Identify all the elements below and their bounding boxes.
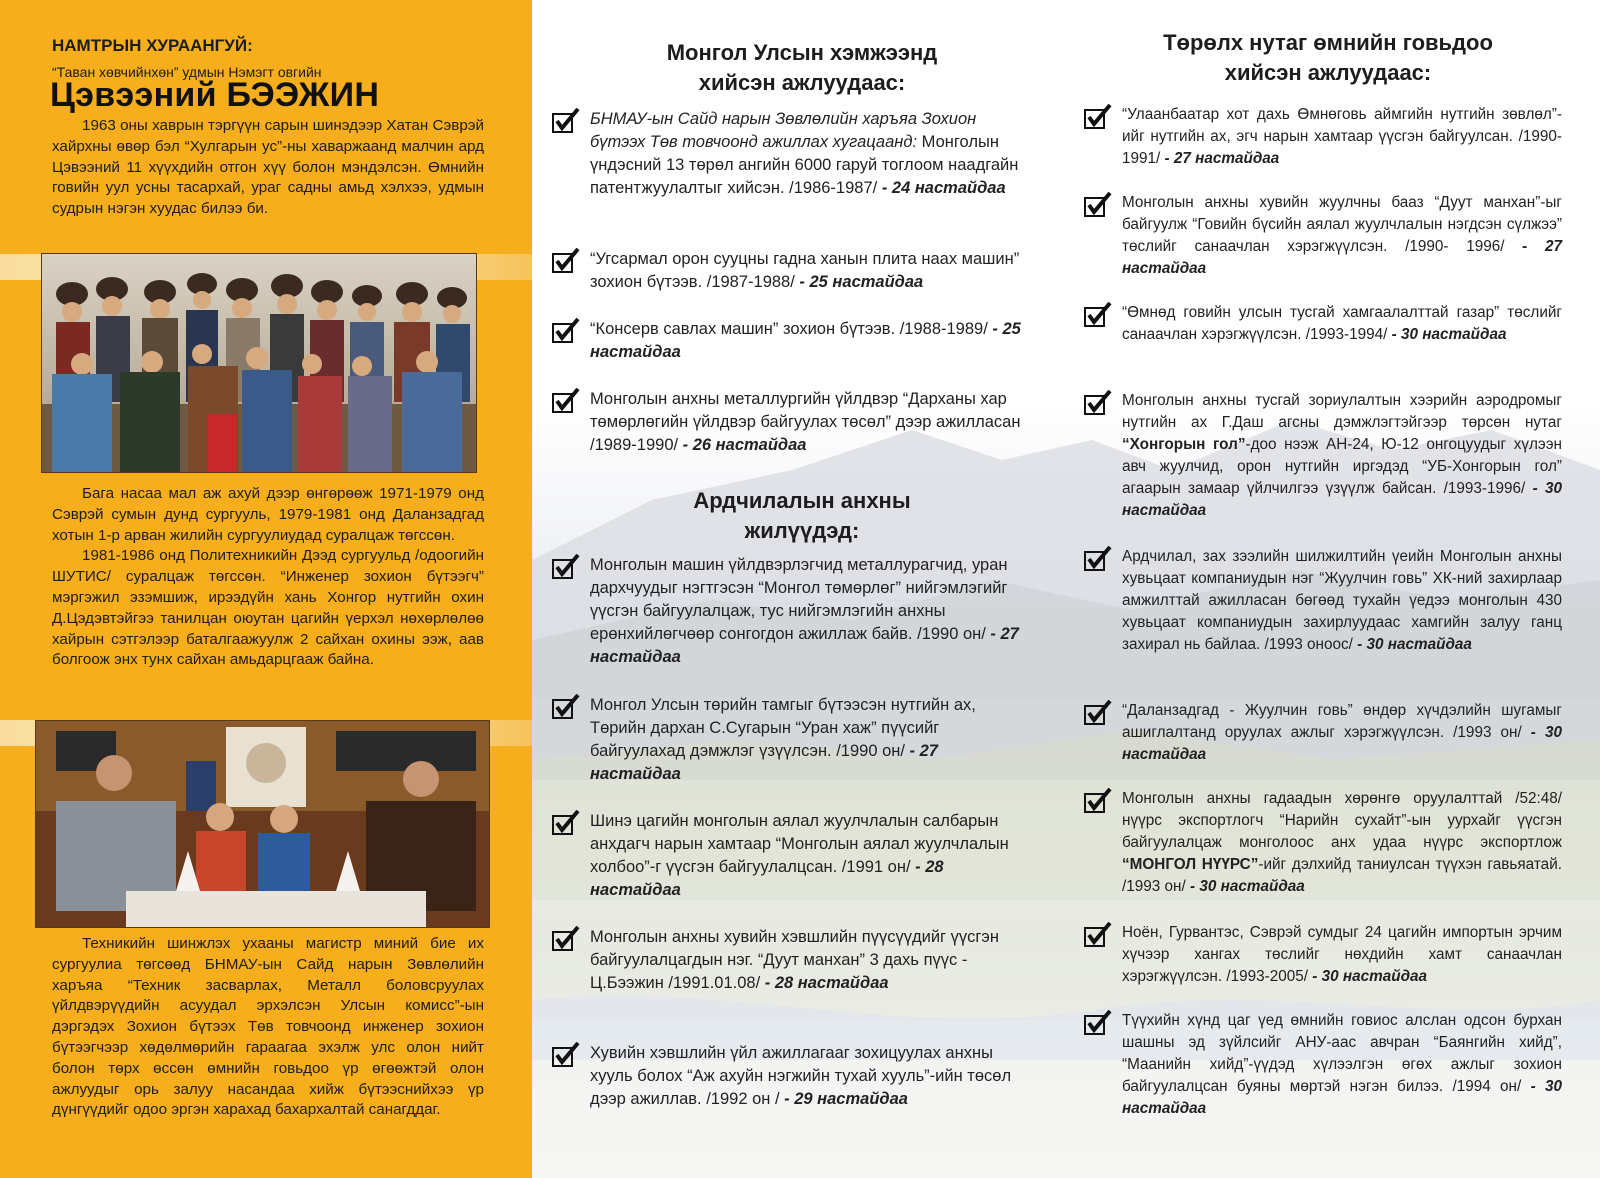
list-item [1084, 1010, 1562, 1120]
item-text: Шинэ цагийн монголын аялал жуулчлалын салбарын анхдагч нарын хамтаар “Монголын аялал жуулчлалын холбоо”-г үүсгэн байгуулалцсан. /1991 он/ [590, 812, 1009, 876]
paragraph-text: 1981-1986 онд Политехникийн Дээд сургуульд /одоогийн ШУТИС/ суралцаж төгссөн. “Инженер зохион бүтээгч” мэргэжил эзэмшиж, ирээдүйн хань Хонгор нутгийн охин Д.Цэдэвтэйгээ танилцан оюутан цагийн үерхэл нөхөрлөлөө хайрын сэтгэлээр баталгаажуулж 2 сайхан охины ээж, аав болгоож энх тунх сайхан амьдарцгааж байна. [52, 547, 484, 669]
checkmark-icon [552, 694, 582, 722]
checkmark-icon [1084, 788, 1114, 816]
checkmark-icon [1084, 922, 1114, 950]
brand-name: “МОНГОЛ НҮҮРС” [1122, 856, 1259, 873]
item-text: Монголын машин үйлдвэрлэгчид металлурагчид, уран дархчуудыг нэгтгэсэн “Монгол төмөрлөг” нийгэмлэгийг үүсгэн байгуулалцаж, тус нийгэмлэгийн анхны ерөнхийлөгчөөр сонгогдон ажиллаж байв. /1990 он/ [590, 556, 1008, 643]
checkmark-icon [1084, 390, 1114, 418]
age-note: - 30 настайдаа [1352, 636, 1472, 653]
checkmark-icon [1084, 1010, 1114, 1038]
checkmark-icon [552, 318, 582, 346]
clan-subheading: “Таван хөвчийнхөн” удмын Нэмэгт овгийн [52, 64, 322, 80]
age-note: - 26 настайдаа [678, 436, 807, 454]
item-text: -ийг дэлхийд таниулсан түүхэн гавьяатай. /1993 он/ [1122, 856, 1562, 895]
checkmark-icon [1084, 104, 1114, 132]
list-item [552, 388, 1022, 457]
age-note: - 27 настайдаа [590, 625, 1019, 666]
age-note: - 30 настайдаа [1122, 724, 1562, 763]
age-note: - 30 настайдаа [1308, 968, 1428, 985]
list-item [1084, 104, 1562, 170]
list-item [552, 248, 1022, 294]
biography-panel [0, 0, 532, 1178]
family-photo [41, 253, 477, 473]
item-text: “Консерв савлах машин” зохион бүтээв. /1988-1989/ [590, 320, 988, 338]
checkmark-icon [1084, 546, 1114, 574]
democracy-years-title: Ардчилалын анхны жилүүдэд: [693, 488, 911, 543]
age-note: - 28 настайдаа [590, 858, 944, 899]
checkmark-icon [552, 388, 582, 416]
list-item [1084, 922, 1562, 988]
homeland-works-title: Төрөлх нутаг өмнийн говьдоо хийсэн ажлуудаас: [1163, 30, 1493, 85]
age-note: - 29 настайдаа [779, 1090, 908, 1108]
place-name: “Хонгорын гол” [1122, 436, 1246, 453]
biography-paragraph [52, 484, 484, 671]
item-text: Монголын анхны хувийн хэвшлийн пүүсүүдийг үүсгэн байгуулалцагдын нэг. “Дуут манхан” 3 дахь пүүс - Ц.Бээжин /1991.01.08/ [590, 928, 999, 992]
checkmark-icon [552, 108, 582, 136]
item-text: Монголын анхны гадаадын хөрөнгө оруулалттай /52:48/ нүүрс экспортлогч “Нарийн сухайт”-ын уурхайг үүсгэн байгуулалцаж монголоос анх удаа нүүрс экспортлож [1122, 790, 1562, 851]
list-item [552, 1042, 1030, 1111]
item-text: Монгол Улсын төрийн тамгыг бүтээсэн нутгийн ах, Төрийн дархан С.Сугарын “Уран хаж” пүүсийг байгуулахад дэмжлэг үзүүлсэн. /1990 он/ [590, 696, 976, 760]
item-text: Ноён, Гурвантэс, Сэврэй сумдыг 24 цагийн импортын эрчим хүчээр хангах төслийг нөхдийн хамт санаачлан хэрэгжүүлсэн. /1993-2005/ [1122, 924, 1562, 985]
item-text: Монголын анхны тусгай зориулалтын хээрийн аэродромыг нутгийн ах Г.Даш агсны дэмжлэгтэйгээр төрсөн нутаг [1122, 392, 1562, 431]
checkmark-icon [552, 1042, 582, 1070]
item-text: “Улаанбаатар хот дахь Өмнөговь аймгийн нутгийн зөвлөл”-ийг нутгийн ах, эгч нарын хамтаар үүсгэн байгуулсан. /1990-1991/ [1122, 106, 1562, 167]
item-text: “Даланзадгад - Жуулчин говь” өндөр хүчдэлийн шугамыг ашиглалтанд оруулах ажлыг хэрэгжүүлсэн. /1993 он/ [1122, 702, 1562, 741]
item-intro: БНМАУ-ын Сайд нарын Зөвлөлийн харъяа Зохион бүтээх Төв товчоонд ажиллах хугацаанд: [590, 110, 977, 151]
national-works-title: Монгол Улсын хэмжээнд хийсэн ажлуудаас: [666, 40, 938, 95]
item-text: Хувийн хэвшлийн үйл ажиллагааг зохицуулах анхны хууль болох “Аж ахуйн нэгжийн тухай хууль”-ийн төсөл дээр ажиллав. /1992 он / [590, 1044, 1012, 1108]
age-note: - 25 настайдаа [590, 320, 1021, 361]
age-note: - 27 настайдаа [1160, 150, 1280, 167]
age-note: - 27 настайдаа [590, 742, 938, 783]
checkmark-icon [552, 926, 582, 954]
checkmark-icon [1084, 302, 1114, 330]
item-text: -доо нээж АН-24, Ю-12 онгоцуудыг хүлээн авч жуулчид, орон нутгийн иргэдэд “УБ-Хонгорын гол” агаарын замаар үйлчилгээ үзүүлж байсан. /1993-1996/ [1122, 436, 1562, 497]
family-dinner-photo [35, 720, 490, 928]
age-note: - 25 настайдаа [794, 273, 924, 291]
list-item [552, 554, 1022, 669]
age-note: - 24 настайдаа [877, 179, 1006, 197]
item-text: “Угсармал орон сууцны гадна ханын плита наах машин” зохион бүтээв. /1987-1988/ [590, 250, 1020, 291]
item-text: Түүхийн хүнд цаг үед өмнийн говиос алслан одсон бурхан шашны эд зүйлсийг АНУ-аас авчран “Баянгийн хийд”, “Маанийн хийд”-үүдэд хүлээлгэн өгөх ажлыг зохион байгуулалцсан буяны мөртэй нэгэн билээ. /1994 он/ [1122, 1012, 1562, 1095]
list-item [1084, 788, 1562, 898]
age-note: - 30 настайдаа [1122, 480, 1562, 519]
checkmark-icon [552, 248, 582, 276]
list-item [552, 694, 1022, 786]
age-note: - 27 настайдаа [1122, 238, 1562, 277]
list-item [1084, 302, 1562, 346]
checkmark-icon [552, 810, 582, 838]
paragraph-text: Техникийн шинжлэх ухааны магистр миний бие их сургуулиа төгсөөд БНМАУ-ын Сайд нарын Зөвлөлийн харъяа “Техник засварлах, Металл боловсруулах үйлдвэрүүдийн асуудал эрхэлсэн Улсын комисс”-ын дэргэдэх Зохион бүтээх Төв товчоонд инженер зохион бүтээгчээр хөдөлмөрийн гараагаа эхэлж улс олон нийт болон төрх өссөн өмнийн говьдоо үр өгөөжтэй олон ажлуудыг орь залуу насандаа хийж бүтээснийхээ үр дүнгүүдийг одоо эргэн харахад бахархалтай санагддаг. [52, 935, 484, 1119]
list-item [552, 318, 1022, 364]
item-text: Ардчилал, зах зээлийн шилжилтийн үеийн Монголын анхны хувьцаат компаниудын нэг “Жуулчин говь” ХК-ний захирлаар амжилттай ажилласан бөгөөд тухайн үедээ монголын 430 хувьцаат компаниудын захирлуудаас хамгийн залуу ганц захирал нь байлаа. /1993 оноос/ [1122, 548, 1562, 653]
biography-heading: НАМТРЫН ХУРААНГУЙ: [52, 36, 253, 55]
age-note: - 30 настайдаа [1387, 326, 1507, 343]
list-item [1084, 390, 1562, 522]
item-text: “Өмнөд говийн улсын тусгай хамгаалалттай газар” төслийг санаачлан хэрэгжүүлсэн. /1993-1994/ [1122, 304, 1562, 343]
item-text: Монголын анхны хувийн жуулчны бааз “Дуут манхан”-ыг байгуулж “Говийн бүсийн аялал жуулчлалын нэгдсэн сүлжээ” төслийг санаачлан хэрэгжүүлсэн. /1990- 1996/ [1122, 194, 1562, 255]
paragraph-text: 1963 оны хаврын тэргүүн сарын шинэдээр Хатан Сэврэй хайрхны өвөр бэл “Хулгарын ус”-ны хаваржаанд малчин ард Цэвээний 11 хүүхдийн отгон хүү болон мэндэлсэн. Өмнийн говийн уул усны тасархай, ураг садны амьд хэлхээ, удмын судрын нэгэн хуудас билээ би. [52, 117, 484, 218]
checkmark-icon [1084, 700, 1114, 728]
list-item [1084, 700, 1562, 766]
biography-paragraph [52, 116, 484, 220]
list-item [552, 108, 1022, 200]
person-name: Цэвээний БЭЭЖИН [50, 76, 380, 114]
list-item [1084, 546, 1562, 656]
age-note: - 28 настайдаа [760, 974, 889, 992]
age-note: - 30 настайдаа [1122, 1078, 1562, 1117]
biography-paragraph [52, 934, 484, 1121]
item-text: Монголын үндэсний 13 төрөл ангийн 6000 гаруй тоглоом наадгайн патентжуулалтыг хийсэн. /1986-1987/ [590, 133, 1019, 197]
list-item [552, 926, 1022, 995]
list-item [1084, 192, 1562, 280]
paragraph-text: Бага насаа мал аж ахуй дээр өнгөрөөж 1971-1979 онд Сэврэй сумын дунд сургууль, 1979-1981 онд Даланзадгад хотын 1-р арван жилийн сургуулиудад суралцаж төгссөн. [52, 485, 484, 544]
achievements-panel [532, 0, 1600, 1178]
checkmark-icon [552, 554, 582, 582]
list-item [552, 810, 1022, 902]
item-text: Монголын анхны металлургийн үйлдвэр “Дарханы хар төмөрлөгийн үйлдвэр байгуулах төсөл” дээр ажилласан /1989-1990/ [590, 390, 1021, 454]
checkmark-icon [1084, 192, 1114, 220]
age-note: - 30 настайдаа [1185, 878, 1305, 895]
